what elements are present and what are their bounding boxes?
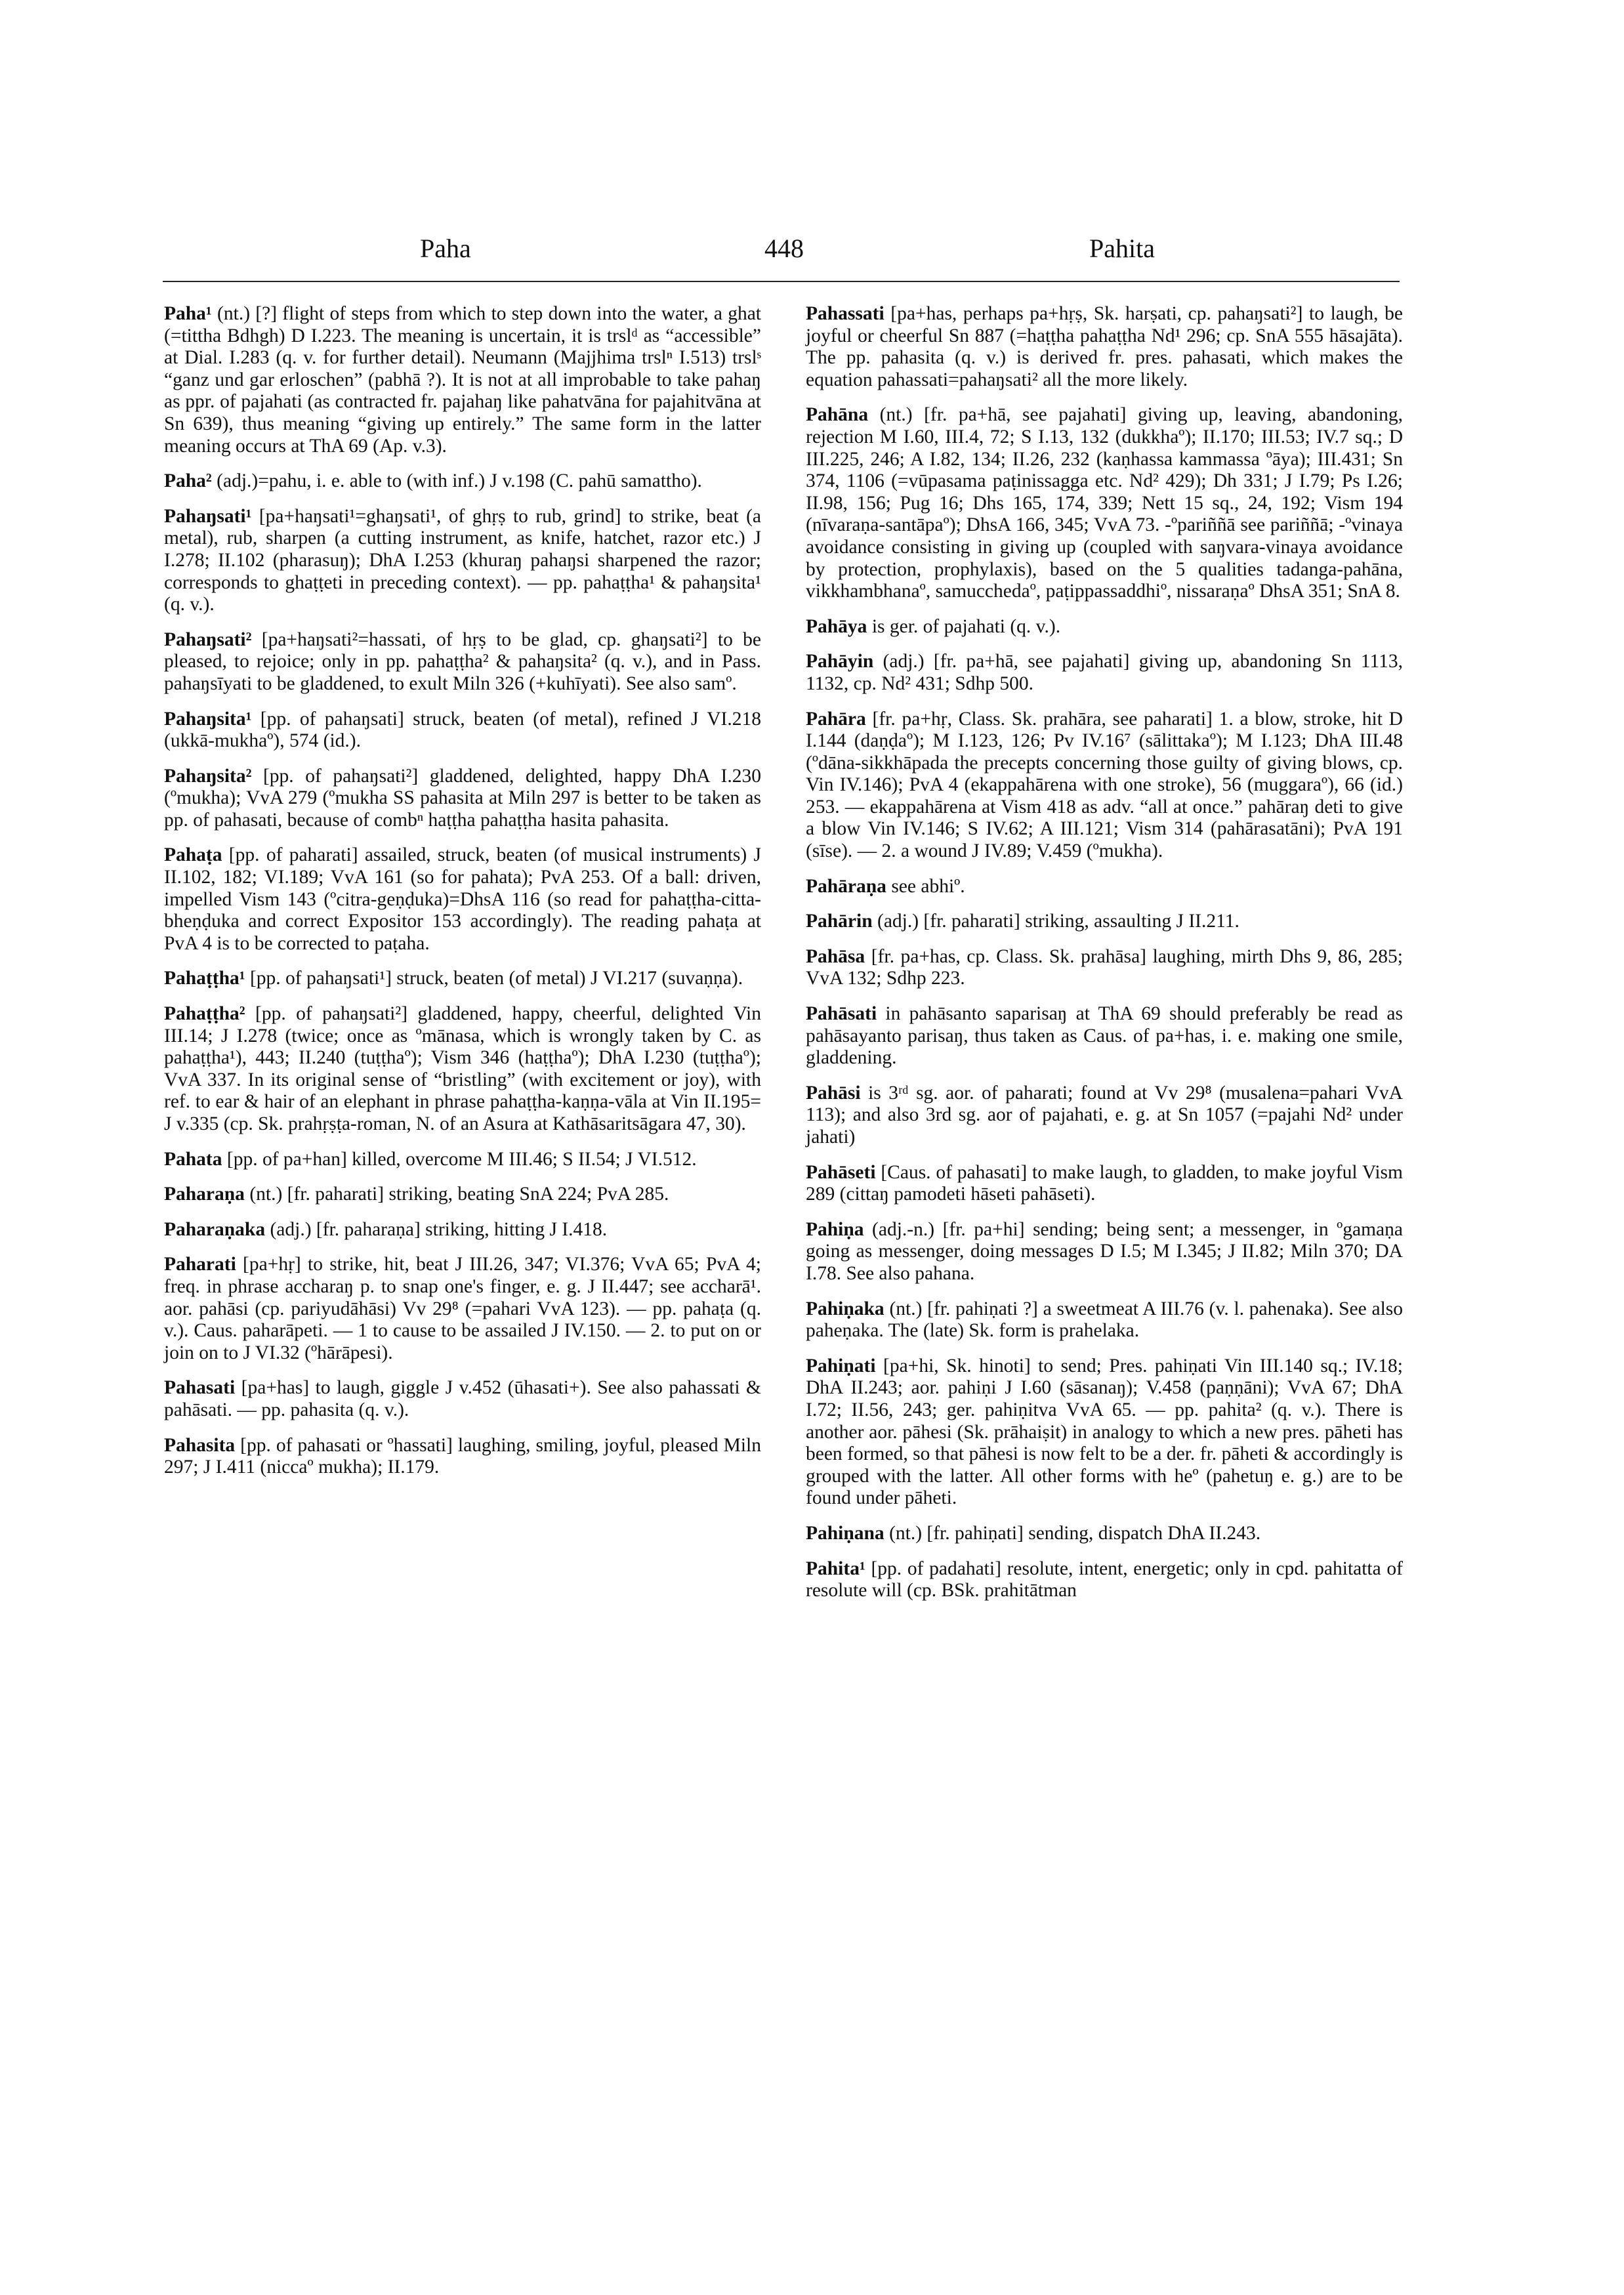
entry-definition: see abhiº. [886,875,965,897]
dictionary-entry [806,303,1403,391]
entry-definition: [pa+hṛ] to strike, hit, beat J III.26, 347; VI.376; VvA 65; PvA 4; freq. in phrase accharaŋ p. to snap one's finger, e. g. J II.447; see accharā¹. aor. pahāsi (cp. pariyudāhāsi) Vv 29⁸ (=pahari VvA 123). — pp. pahaṭa (q. v.). Caus. paharāpeti. — 1 to cause to be assailed J IV.150. — 2. to put on or join on to J VI.32 (ºhārāpesi). [164,1254,761,1363]
entry-definition: (nt.) [fr. pahiṇati ?] a sweetmeat A III.76 (v. l. pahenaka). See also paheṇaka. The (late) Sk. form is prahelaka. [806,1298,1403,1342]
entry-definition: [pp. of pahasati or ºhassati] laughing, smiling, joyful, pleased Miln 297; J I.411 (niccaº mukha); II.179. [164,1434,761,1478]
dictionary-entry [806,1162,1403,1206]
headword: Pahaŋsita² [164,765,252,787]
dictionary-entry [164,968,761,990]
dictionary-entry [164,1219,761,1241]
headword: Paha¹ [164,303,212,324]
entry-definition: [pp. of paharati] assailed, struck, beaten (of musical instruments) J II.102, 182; VI.189; VvA 161 (so for pahata); PvA 253. Of a ball: driven, impelled Vism 143 (ºcitra-geṇḍuka)=DhsA 116 (so read for pahaṭṭha-citta-bheṇḍuka and correct Expositor 153 accordingly). The reading pahaṭa at PvA 4 is to be corrected to paṭaha. [164,844,761,954]
entry-definition: [fr. pa+hṛ, Class. Sk. prahāra, see paharati] 1. a blow, stroke, hit D I.144 (daṇḍaº); M I.123, 126; Pv IV.16⁷ (sālittakaº); M I.123; DhA III.48 (ºdāna-sikkhāpada the precepts concerning those guilty of giving blows, cp. Vin IV.146); PvA 4 (ekappahārena with one stroke), 56 (muggaraº), 66 (id.) 253. — ekappahārena at Vism 418 as adv. “all at once.” pahāraŋ deti to give a blow Vin IV.146; S IV.62; A III.121; Vism 314 (pahārasatāni); PvA 191 (sīse). — 2. a wound J IV.89; V.459 (ºmukha). [806,708,1403,862]
dictionary-entry [164,506,761,616]
entry-definition: [pp. of pa+han] killed, overcome M III.46; S II.54; J VI.512. [222,1148,697,1170]
dictionary-entry [806,1003,1403,1069]
header-right-guideword: Pahita [1089,234,1155,263]
entry-definition: [pp. of pahaŋsati] struck, beaten (of metal), refined J VI.218 (ukkā-mukhaº), 574 (id.). [164,708,761,752]
entry-definition: is ger. of pajahati (q. v.). [867,615,1061,637]
dictionary-entry [806,1355,1403,1510]
entry-definition: (adj.) [fr. paharaṇa] striking, hitting J I.418. [265,1218,608,1240]
dictionary-entry [806,651,1403,695]
dictionary-entry [806,1219,1403,1285]
dictionary-entry [806,709,1403,863]
entry-definition: (nt.) [fr. pa+hā, see pajahati] giving up, leaving, abandoning, rejection M I.60, III.4, 72; S I.13, 132 (dukkhaº); II.170; III.53; IV.7 sq.; D III.225, 246; A I.82, 134; II.26, 232 (kaṇhassa kammassa ºāya); III.431; Sn 374, 1106 (=vūpasama paṭinissagga etc. Nd² 429); Dh 331; J I.79; Ps I.26; II.98, 156; Pug 16; Dhs 165, 174, 339; Nett 15 sq., 24, 192; Vism 194 (nīvaraṇa-santāpaº); DhsA 166, 345; VvA 73. -ºpariññā see pariññā; -ºvinaya avoidance consisting in giving up (coupled with saŋvara-vinaya avoidance by protection, prophylaxis), based on the 5 qualities tadanga-pahāna, vikkhambhanaº, samucchedaº, paṭippassaddhiº, nissaraṇaº DhsA 351; SnA 8. [806,404,1403,602]
dictionary-entry [164,1184,761,1206]
entry-definition: [pp. of padahati] resolute, intent, energetic; only in cpd. pahitatta of resolute will (cp. BSk. prahitātman [806,1558,1403,1602]
entry-definition: is 3ʳᵈ sg. aor. of paharati; found at Vv 29⁸ (musalena=pahari VvA 113); and also 3rd sg. aor of pajahati, e. g. at Sn 1057 (=pajahi Nd² under jahati) [806,1082,1403,1148]
headword: Paharaṇaka [164,1218,266,1240]
headword: Pahaŋsati² [164,629,252,650]
entry-definition: [pp. of pahaŋsati¹] struck, beaten (of metal) J VI.217 (suvaṇṇa). [245,968,743,989]
headword: Pahaṭa [164,844,222,866]
headword: Pahaṭṭha² [164,1003,245,1025]
headword: Pahiṇati [806,1355,876,1376]
entry-definition: (adj.) [fr. paharati] striking, assaulting J II.211. [872,911,1239,932]
headword: Pahāseti [806,1161,876,1183]
headword: Pahāraṇa [806,875,886,897]
right-column [806,303,1403,1615]
dictionary-entry [806,946,1403,990]
dictionary-entry [806,1558,1403,1602]
headword: Pahita¹ [806,1558,865,1579]
entry-definition: [Caus. of pahasati] to make laugh, to gladden, to make joyful Vism 289 (cittaŋ pamodeti hāseti pahāseti). [806,1161,1403,1205]
headword: Pahasita [164,1434,236,1456]
entry-definition: (nt.) [fr. paharati] striking, beating SnA 224; PvA 285. [244,1184,669,1205]
dictionary-entry [806,911,1403,933]
header-rule [163,281,1400,282]
dictionary-entry [164,709,761,753]
headword: Paharaṇa [164,1184,245,1205]
headword: Pahasati [164,1377,236,1399]
headword: Paharati [164,1254,236,1275]
dictionary-entry [164,1435,761,1479]
header-left-guideword: Paha [420,234,471,263]
headword: Pahāsati [806,1003,877,1025]
dictionary-entry [164,844,761,955]
dictionary-entry [164,629,761,695]
left-column [164,303,761,1492]
headword: Pahaŋsati¹ [164,505,252,527]
entry-definition: [pa+hi, Sk. hinoti] to send; Pres. pahiṇati Vin III.140 sq.; IV.18; DhA II.243; aor. pahiṇi J I.60 (sāsanaŋ); V.458 (paṇṇāni); VvA 67; DhA I.72; II.56, 243; ger. pahiṇitva VvA 65. — pp. pahita² (q. v.). There is another aor. pāhesi (Sk. prāhaiṣit) in analogy to which a new pres. pāheti has been formed, so that pāhesi is now felt to be a der. fr. pāheti & accordingly is grouped with the latter. All other forms with heº (pahetuŋ e. g.) are to be found under pāheti. [806,1355,1403,1509]
entry-definition: (adj.)=pahu, i. e. able to (with inf.) J v.198 (C. pahū samattho). [211,470,702,492]
dictionary-entry [164,766,761,832]
dictionary-entry [806,616,1403,638]
entry-definition: (adj.) [fr. pa+hā, see pajahati] giving up, abandoning Sn 1113, 1132, cp. Nd² 431; Sdhp 500. [806,651,1403,694]
headword: Pahāyin [806,651,874,672]
entry-definition: (adj.-n.) [fr. pa+hi] sending; being sent; a messenger, in ºgamaṇa going as messenger, doing messages D I.5; M I.345; J II.82; Miln 370; DA I.78. See also pahana. [806,1218,1403,1284]
headword: Pahāra [806,708,866,730]
headword: Pahiṇana [806,1522,885,1544]
dictionary-entry [164,1003,761,1136]
page-number: 448 [764,234,804,263]
headword: Pahārin [806,911,873,932]
headword: Paha² [164,470,212,492]
entry-definition: [pa+haŋsati²=hassati, of hṛṣ to be glad, cp. ghaŋsati²] to be pleased, to rejoice; only in pp. pahaṭṭha² & pahaŋsita² (q. v.), and in Pass. pahaŋsīyati to be gladdened, to exult Miln 326 (+kuhīyati). See also samº. [164,629,761,694]
dictionary-entry [164,1149,761,1171]
entry-definition: [pa+haŋsati¹=ghaŋsati¹, of ghṛṣ to rub, grind] to strike, beat (a metal), rub, sharpen (a cutting instrument, as knife, hatchet, razor etc.) J I.278; II.102 (pharasuŋ); DhA I.253 (khuraŋ pahaŋsi sharpened the razor; corresponds to ghaṭṭeti in preceding context). — pp. pahaṭṭha¹ & pahaŋsita¹ (q. v.). [164,505,761,615]
headword: Pahāsi [806,1082,861,1104]
dictionary-entry [806,1083,1403,1149]
dictionary-entry [806,404,1403,602]
entry-definition: (nt.) [fr. pahiṇati] sending, dispatch DhA II.243. [884,1522,1261,1544]
dictionary-entry [806,1523,1403,1545]
dictionary-entry [806,876,1403,898]
entry-definition: [fr. pa+has, cp. Class. Sk. prahāsa] laughing, mirth Dhs 9, 86, 285; VvA 132; Sdhp 223. [806,945,1403,989]
headword: Pahiṇaka [806,1298,885,1319]
headword: Pahāna [806,404,869,426]
dictionary-entry [164,1377,761,1421]
headword: Pahata [164,1148,222,1170]
entry-definition: [pa+has] to laugh, giggle J v.452 (ūhasati+). See also pahassati & pahāsati. — pp. pahasita (q. v.). [164,1377,761,1420]
headword: Pahaṭṭha¹ [164,968,245,989]
headword: Pahaŋsita¹ [164,708,252,730]
entry-definition: (nt.) [?] flight of steps from which to step down into the water, a ghat (=tittha Bdhgh) D I.223. The meaning is uncertain, it is trslᵈ as “accessible” at Dial. I.283 (q. v. for further detail). Neumann (Majjhima trslⁿ I.513) trslˢ “ganz und gar erloschen” (pabhā ?). It is not at all improbable to take pahaŋ as ppr. of pajahati (as contracted fr. pajahaŋ like pahatvāna for pajahitvāna at Sn 639), thus meaning “giving up entirely.” The same form in the latter meaning occurs at ThA 69 (Ap. v.3). [164,303,761,457]
entry-definition: [pa+has, perhaps pa+hṛṣ, Sk. harṣati, cp. pahaŋsati²] to laugh, be joyful or cheerful Sn 887 (=haṭṭha pahaṭṭha Nd¹ 296; cp. SnA 555 hāsajāta). The pp. pahasita (q. v.) is derived fr. pres. pahasati, which makes the equation pahassati=pahaŋsati² all the more likely. [806,303,1403,390]
dictionary-entry [806,1298,1403,1342]
dictionary-entry [164,470,761,493]
dictionary-entry [164,1254,761,1364]
entry-definition: [pp. of pahaŋsati²] gladdened, happy, cheerful, delighted Vin III.14; J I.278 (twice; once as ºmānasa, which is wrongly taken by C. as pahaṭṭha¹), 443; II.240 (tuṭṭhaº); Vism 346 (haṭṭhaº); DhA I.230 (tuṭṭhaº); VvA 337. In its original sense of “bristling” (with excitement or joy), with ref. to ear & hair of an elephant in phrase pahaṭṭha-kaṇṇa-vāla at Vin II.195= J v.335 (cp. Sk. prahṛṣṭa-roman, N. of an Asura at Kathāsaritsāgara 47, 30). [164,1003,761,1134]
headword: Pahiṇa [806,1218,864,1240]
dictionary-entry [164,303,761,457]
entry-definition: [pp. of pahaŋsati²] gladdened, delighted, happy DhA I.230 (ºmukha); VvA 279 (ºmukha SS pahasita at Miln 297 is better to be taken as pp. of pahasati, because of combⁿ haṭṭha pahaṭṭha hasita pahasita. [164,765,761,831]
headword: Pahāsa [806,945,865,967]
page-header [0,233,1624,279]
headword: Pahāya [806,615,867,637]
entry-definition: in pahāsanto saparisaŋ at ThA 69 should preferably be read as pahāsayanto parisaŋ, thus taken as Caus. of pa+has, i. e. making one smile, gladdening. [806,1003,1403,1069]
headword: Pahassati [806,303,885,324]
